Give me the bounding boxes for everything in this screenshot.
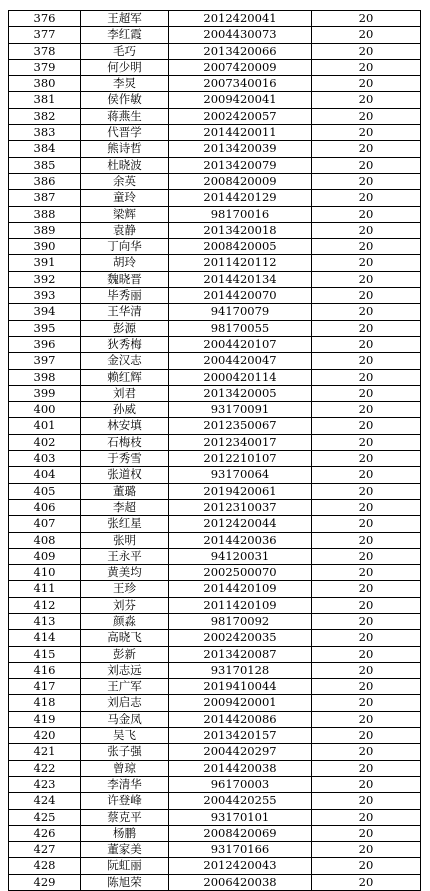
id-number-cell: 2009420001 — [169, 695, 312, 711]
id-number-cell: 2014420086 — [169, 711, 312, 727]
row-number-cell: 425 — [9, 809, 81, 825]
table-row — [9, 695, 421, 711]
table-row — [9, 662, 421, 678]
name-cell: 代晋学 — [81, 125, 169, 141]
name-cell: 马金凤 — [81, 711, 169, 727]
name-cell: 许登峰 — [81, 793, 169, 809]
row-number-cell: 420 — [9, 728, 81, 744]
table-row — [9, 288, 421, 304]
row-number-cell: 408 — [9, 532, 81, 548]
table-row — [9, 613, 421, 629]
name-cell: 张子强 — [81, 744, 169, 760]
row-number-cell: 429 — [9, 874, 81, 890]
table-row — [9, 451, 421, 467]
table-row — [9, 874, 421, 890]
name-cell: 魏晓晋 — [81, 271, 169, 287]
id-number-cell: 2012340017 — [169, 434, 312, 450]
name-cell: 王珍 — [81, 581, 169, 597]
table-row — [9, 336, 421, 352]
table-row — [9, 711, 421, 727]
row-number-cell: 377 — [9, 27, 81, 43]
value-cell: 20 — [312, 173, 421, 189]
name-cell: 张道权 — [81, 467, 169, 483]
value-cell: 20 — [312, 353, 421, 369]
value-cell: 20 — [312, 108, 421, 124]
row-number-cell: 418 — [9, 695, 81, 711]
table-row — [9, 157, 421, 173]
value-cell: 20 — [312, 190, 421, 206]
row-number-cell: 400 — [9, 402, 81, 418]
value-cell: 20 — [312, 369, 421, 385]
row-number-cell: 424 — [9, 793, 81, 809]
id-number-cell: 2006420038 — [169, 874, 312, 890]
table-row — [9, 222, 421, 238]
id-number-cell: 2012420044 — [169, 516, 312, 532]
name-cell: 董家美 — [81, 842, 169, 858]
name-cell: 刘君 — [81, 385, 169, 401]
value-cell: 20 — [312, 157, 421, 173]
name-cell: 丁向华 — [81, 239, 169, 255]
name-cell: 余英 — [81, 173, 169, 189]
row-number-cell: 428 — [9, 858, 81, 874]
id-number-cell: 2013420087 — [169, 646, 312, 662]
value-cell: 20 — [312, 141, 421, 157]
name-cell: 侯作敏 — [81, 92, 169, 108]
row-number-cell: 380 — [9, 76, 81, 92]
id-number-cell: 2014420129 — [169, 190, 312, 206]
table-row — [9, 728, 421, 744]
row-number-cell: 411 — [9, 581, 81, 597]
id-number-cell: 2007340016 — [169, 76, 312, 92]
value-cell: 20 — [312, 809, 421, 825]
table-row — [9, 776, 421, 792]
name-cell: 金汉志 — [81, 353, 169, 369]
value-cell: 20 — [312, 499, 421, 515]
table-row — [9, 141, 421, 157]
row-number-cell: 384 — [9, 141, 81, 157]
id-number-cell: 2009420041 — [169, 92, 312, 108]
table-row — [9, 499, 421, 515]
name-cell: 王超军 — [81, 11, 169, 27]
name-cell: 张明 — [81, 532, 169, 548]
name-cell: 王广军 — [81, 679, 169, 695]
table-row — [9, 76, 421, 92]
row-number-cell: 397 — [9, 353, 81, 369]
table-row — [9, 630, 421, 646]
table-body — [9, 11, 421, 891]
table-row — [9, 483, 421, 499]
value-cell: 20 — [312, 825, 421, 841]
value-cell: 20 — [312, 402, 421, 418]
row-number-cell: 376 — [9, 11, 81, 27]
row-number-cell: 388 — [9, 206, 81, 222]
value-cell: 20 — [312, 695, 421, 711]
name-cell: 蔡克平 — [81, 809, 169, 825]
value-cell: 20 — [312, 744, 421, 760]
id-number-cell: 2012210107 — [169, 451, 312, 467]
name-cell: 梁辉 — [81, 206, 169, 222]
id-number-cell: 96170003 — [169, 776, 312, 792]
value-cell: 20 — [312, 760, 421, 776]
id-number-cell: 2019410044 — [169, 679, 312, 695]
table-row — [9, 532, 421, 548]
row-number-cell: 382 — [9, 108, 81, 124]
row-number-cell: 416 — [9, 662, 81, 678]
id-number-cell: 93170166 — [169, 842, 312, 858]
name-cell: 刘志远 — [81, 662, 169, 678]
name-cell: 颜淼 — [81, 613, 169, 629]
id-number-cell: 2000420114 — [169, 369, 312, 385]
id-number-cell: 2002420035 — [169, 630, 312, 646]
value-cell: 20 — [312, 776, 421, 792]
name-cell: 狄秀梅 — [81, 336, 169, 352]
name-cell: 毛巧 — [81, 43, 169, 59]
row-number-cell: 391 — [9, 255, 81, 271]
row-number-cell: 414 — [9, 630, 81, 646]
value-cell: 20 — [312, 842, 421, 858]
row-number-cell: 406 — [9, 499, 81, 515]
name-cell: 高晓飞 — [81, 630, 169, 646]
table-row — [9, 548, 421, 564]
id-number-cell: 2013420079 — [169, 157, 312, 173]
name-cell: 吴飞 — [81, 728, 169, 744]
id-number-cell: 2013420157 — [169, 728, 312, 744]
id-number-cell: 93170091 — [169, 402, 312, 418]
name-cell: 杜晓波 — [81, 157, 169, 173]
name-cell: 陈旭荣 — [81, 874, 169, 890]
table-row — [9, 679, 421, 695]
name-cell: 杨鹏 — [81, 825, 169, 841]
table-row — [9, 809, 421, 825]
id-number-cell: 2004420047 — [169, 353, 312, 369]
id-number-cell: 2013420018 — [169, 222, 312, 238]
id-number-cell: 2014420038 — [169, 760, 312, 776]
row-number-cell: 426 — [9, 825, 81, 841]
table-row — [9, 516, 421, 532]
value-cell: 20 — [312, 613, 421, 629]
row-number-cell: 393 — [9, 288, 81, 304]
row-number-cell: 412 — [9, 597, 81, 613]
row-number-cell: 387 — [9, 190, 81, 206]
id-number-cell: 2008420009 — [169, 173, 312, 189]
name-cell: 赖红辉 — [81, 369, 169, 385]
value-cell: 20 — [312, 728, 421, 744]
value-cell: 20 — [312, 793, 421, 809]
id-number-cell: 93170064 — [169, 467, 312, 483]
table-row — [9, 385, 421, 401]
value-cell: 20 — [312, 565, 421, 581]
id-number-cell: 98170092 — [169, 613, 312, 629]
name-cell: 彭新 — [81, 646, 169, 662]
table-row — [9, 108, 421, 124]
id-number-cell: 2008420069 — [169, 825, 312, 841]
row-number-cell: 390 — [9, 239, 81, 255]
value-cell: 20 — [312, 434, 421, 450]
id-number-cell: 2014420070 — [169, 288, 312, 304]
name-cell: 胡玲 — [81, 255, 169, 271]
value-cell: 20 — [312, 255, 421, 271]
row-number-cell: 385 — [9, 157, 81, 173]
name-cell: 于秀雪 — [81, 451, 169, 467]
value-cell: 20 — [312, 304, 421, 320]
value-cell: 20 — [312, 385, 421, 401]
id-number-cell: 2014420036 — [169, 532, 312, 548]
value-cell: 20 — [312, 711, 421, 727]
table-row — [9, 125, 421, 141]
value-cell: 20 — [312, 92, 421, 108]
table-row — [9, 434, 421, 450]
name-cell: 李红霞 — [81, 27, 169, 43]
value-cell: 20 — [312, 483, 421, 499]
value-cell: 20 — [312, 27, 421, 43]
id-number-cell: 2004420107 — [169, 336, 312, 352]
id-number-cell: 98170055 — [169, 320, 312, 336]
name-cell: 袁静 — [81, 222, 169, 238]
value-cell: 20 — [312, 646, 421, 662]
name-cell: 童玲 — [81, 190, 169, 206]
id-number-cell: 94170079 — [169, 304, 312, 320]
value-cell: 20 — [312, 679, 421, 695]
id-number-cell: 2002500070 — [169, 565, 312, 581]
row-number-cell: 378 — [9, 43, 81, 59]
table-row — [9, 858, 421, 874]
value-cell: 20 — [312, 239, 421, 255]
id-number-cell: 2011420109 — [169, 597, 312, 613]
id-number-cell: 93170128 — [169, 662, 312, 678]
name-cell: 黄美均 — [81, 565, 169, 581]
row-number-cell: 389 — [9, 222, 81, 238]
name-cell: 彭源 — [81, 320, 169, 336]
value-cell: 20 — [312, 532, 421, 548]
row-number-cell: 407 — [9, 516, 81, 532]
name-cell: 王永平 — [81, 548, 169, 564]
value-cell: 20 — [312, 206, 421, 222]
table-row — [9, 842, 421, 858]
row-number-cell: 419 — [9, 711, 81, 727]
row-number-cell: 402 — [9, 434, 81, 450]
row-number-cell: 417 — [9, 679, 81, 695]
name-cell: 林安填 — [81, 418, 169, 434]
table-row — [9, 27, 421, 43]
id-number-cell: 2012420043 — [169, 858, 312, 874]
value-cell: 20 — [312, 125, 421, 141]
value-cell: 20 — [312, 59, 421, 75]
value-cell: 20 — [312, 336, 421, 352]
name-cell: 曾琼 — [81, 760, 169, 776]
row-number-cell: 394 — [9, 304, 81, 320]
table-row — [9, 467, 421, 483]
name-cell: 毕秀丽 — [81, 288, 169, 304]
table-row — [9, 320, 421, 336]
name-cell: 李清华 — [81, 776, 169, 792]
row-number-cell: 415 — [9, 646, 81, 662]
table-row — [9, 92, 421, 108]
id-number-cell: 2013420039 — [169, 141, 312, 157]
row-number-cell: 399 — [9, 385, 81, 401]
value-cell: 20 — [312, 858, 421, 874]
table-row — [9, 760, 421, 776]
id-number-cell: 2012310037 — [169, 499, 312, 515]
value-cell: 20 — [312, 597, 421, 613]
value-cell: 20 — [312, 320, 421, 336]
row-number-cell: 404 — [9, 467, 81, 483]
row-number-cell: 413 — [9, 613, 81, 629]
row-number-cell: 403 — [9, 451, 81, 467]
id-number-cell: 2019420061 — [169, 483, 312, 499]
value-cell: 20 — [312, 467, 421, 483]
name-cell: 刘启志 — [81, 695, 169, 711]
table-row — [9, 646, 421, 662]
row-number-cell: 423 — [9, 776, 81, 792]
name-cell: 李超 — [81, 499, 169, 515]
table-row — [9, 239, 421, 255]
row-number-cell: 386 — [9, 173, 81, 189]
value-cell: 20 — [312, 451, 421, 467]
name-cell: 阮虹丽 — [81, 858, 169, 874]
value-cell: 20 — [312, 76, 421, 92]
row-number-cell: 398 — [9, 369, 81, 385]
value-cell: 20 — [312, 630, 421, 646]
id-number-cell: 2013420066 — [169, 43, 312, 59]
name-cell: 熊诗哲 — [81, 141, 169, 157]
id-number-cell: 93170101 — [169, 809, 312, 825]
row-number-cell: 396 — [9, 336, 81, 352]
table-row — [9, 173, 421, 189]
table-row — [9, 11, 421, 27]
name-cell: 刘芬 — [81, 597, 169, 613]
row-number-cell: 379 — [9, 59, 81, 75]
row-number-cell: 383 — [9, 125, 81, 141]
table-row — [9, 744, 421, 760]
row-number-cell: 409 — [9, 548, 81, 564]
table-row — [9, 597, 421, 613]
table-row — [9, 565, 421, 581]
table-row — [9, 825, 421, 841]
row-number-cell: 410 — [9, 565, 81, 581]
value-cell: 20 — [312, 662, 421, 678]
id-number-cell: 2012350067 — [169, 418, 312, 434]
name-cell: 王华清 — [81, 304, 169, 320]
table-row — [9, 369, 421, 385]
row-number-cell: 421 — [9, 744, 81, 760]
id-number-cell: 2013420005 — [169, 385, 312, 401]
id-number-cell: 2014420134 — [169, 271, 312, 287]
table-row — [9, 190, 421, 206]
id-number-cell: 2004420297 — [169, 744, 312, 760]
table-row — [9, 255, 421, 271]
row-number-cell: 401 — [9, 418, 81, 434]
value-cell: 20 — [312, 288, 421, 304]
id-number-cell: 2014420109 — [169, 581, 312, 597]
name-cell: 何少明 — [81, 59, 169, 75]
name-cell: 张红星 — [81, 516, 169, 532]
id-number-cell: 2004430073 — [169, 27, 312, 43]
table-row — [9, 43, 421, 59]
id-number-cell: 2014420011 — [169, 125, 312, 141]
table-row — [9, 402, 421, 418]
name-cell: 石梅枝 — [81, 434, 169, 450]
id-number-cell: 2004420255 — [169, 793, 312, 809]
name-cell: 董璐 — [81, 483, 169, 499]
id-number-cell: 2002420057 — [169, 108, 312, 124]
value-cell: 20 — [312, 43, 421, 59]
id-number-cell: 94120031 — [169, 548, 312, 564]
value-cell: 20 — [312, 418, 421, 434]
row-number-cell: 392 — [9, 271, 81, 287]
table-row — [9, 581, 421, 597]
id-number-cell: 2011420112 — [169, 255, 312, 271]
value-cell: 20 — [312, 271, 421, 287]
value-cell: 20 — [312, 516, 421, 532]
value-cell: 20 — [312, 11, 421, 27]
name-cell: 蒋燕生 — [81, 108, 169, 124]
id-number-cell: 2007420009 — [169, 59, 312, 75]
name-cell: 李炅 — [81, 76, 169, 92]
name-cell: 孙威 — [81, 402, 169, 418]
row-number-cell: 395 — [9, 320, 81, 336]
table-row — [9, 304, 421, 320]
row-number-cell: 405 — [9, 483, 81, 499]
table-row — [9, 271, 421, 287]
value-cell: 20 — [312, 222, 421, 238]
table-row — [9, 59, 421, 75]
data-table — [8, 10, 421, 891]
value-cell: 20 — [312, 581, 421, 597]
table-row — [9, 353, 421, 369]
id-number-cell: 98170016 — [169, 206, 312, 222]
value-cell: 20 — [312, 874, 421, 890]
table-row — [9, 206, 421, 222]
row-number-cell: 381 — [9, 92, 81, 108]
row-number-cell: 422 — [9, 760, 81, 776]
id-number-cell: 2012420041 — [169, 11, 312, 27]
value-cell: 20 — [312, 548, 421, 564]
table-row — [9, 793, 421, 809]
row-number-cell: 427 — [9, 842, 81, 858]
id-number-cell: 2008420005 — [169, 239, 312, 255]
table-row — [9, 418, 421, 434]
